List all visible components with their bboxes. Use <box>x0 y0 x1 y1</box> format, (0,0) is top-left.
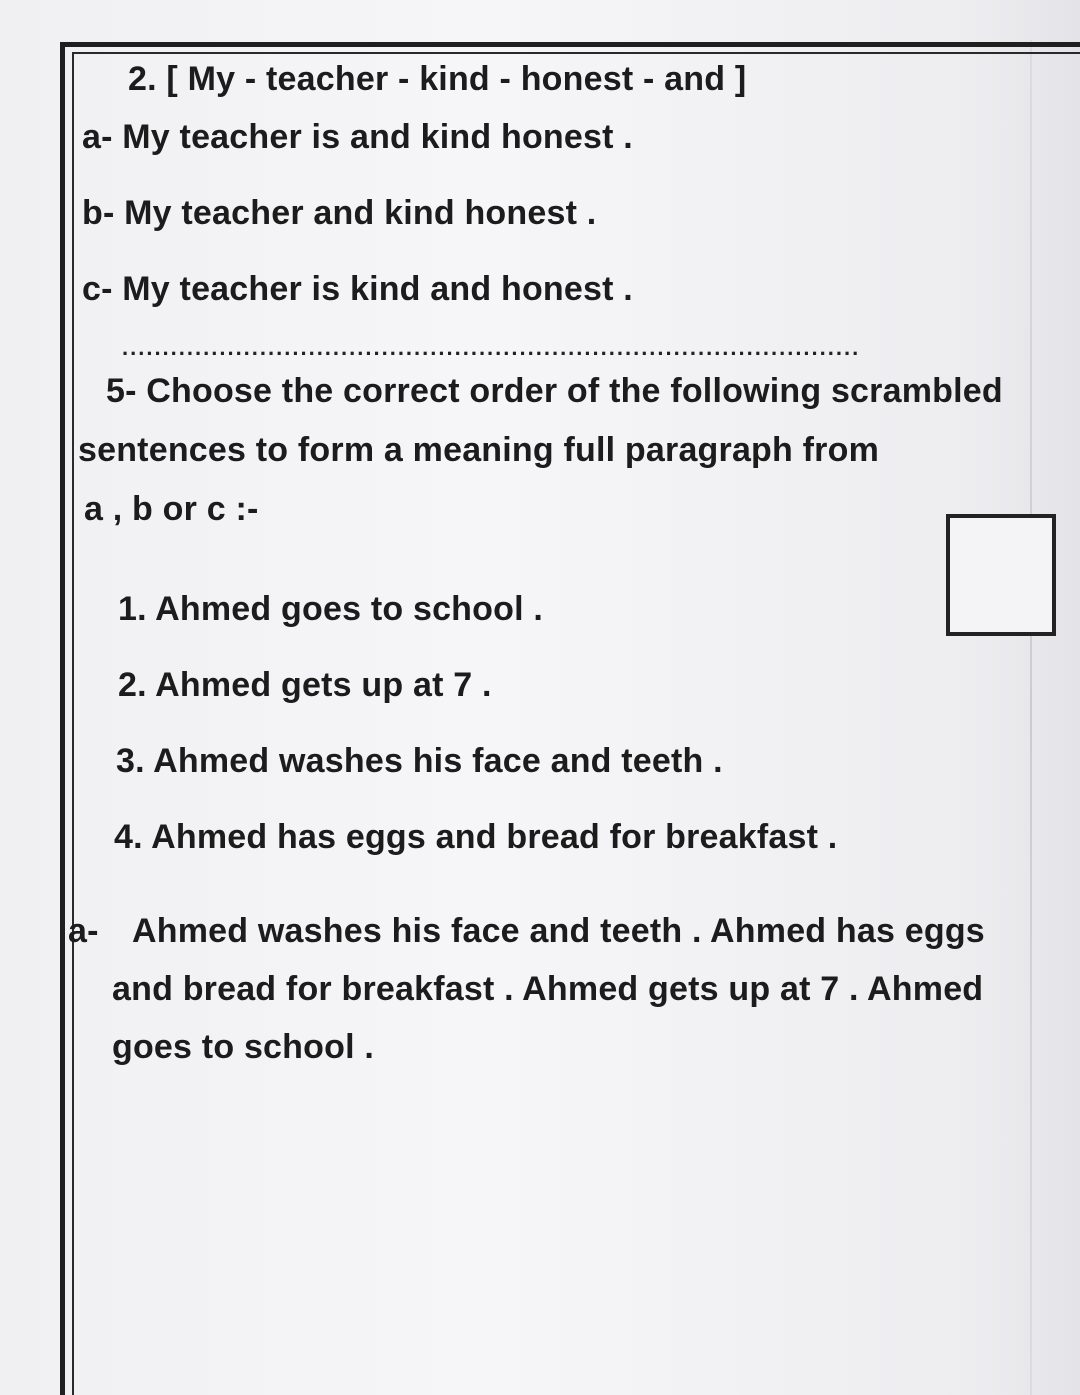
question-5-instruction-line-1: 5- Choose the correct order of the following scrambled <box>106 372 1003 410</box>
scrambled-sentence-1: 1. Ahmed goes to school . <box>118 590 544 628</box>
scrambled-sentence-2: 2. Ahmed gets up at 7 . <box>118 666 492 704</box>
question-5-instruction-line-2: sentences to form a meaning full paragraph from <box>78 431 879 469</box>
outer-border-left <box>60 42 65 1395</box>
outer-border-top <box>62 42 1080 47</box>
answer-box[interactable] <box>946 514 1056 636</box>
inner-border-top <box>72 52 1080 54</box>
scrambled-sentence-3: 3. Ahmed washes his face and teeth . <box>116 742 723 780</box>
option-a-line-1: Ahmed washes his face and teeth . Ahmed has eggs <box>132 912 985 950</box>
question-2-option-c: c- My teacher is kind and honest . <box>82 270 633 308</box>
question-5-instruction-line-3: a , b or c :- <box>84 490 259 528</box>
option-a-line-2: and bread for breakfast . Ahmed gets up at 7 . Ahmed <box>112 970 984 1008</box>
option-a-label: a- <box>68 912 99 950</box>
paper-fold <box>1030 40 1032 1395</box>
question-2-option-a: a- My teacher is and kind honest . <box>82 118 633 156</box>
dotted-separator: ........................................................................................... <box>122 335 861 360</box>
option-a-line-3: goes to school . <box>112 1028 375 1066</box>
inner-border-left <box>72 52 74 1395</box>
question-2-prompt: 2. [ My - teacher - kind - honest - and ] <box>128 60 747 98</box>
question-2-option-b: b- My teacher and kind honest . <box>82 194 597 232</box>
scrambled-sentence-4: 4. Ahmed has eggs and bread for breakfast . <box>114 818 838 856</box>
